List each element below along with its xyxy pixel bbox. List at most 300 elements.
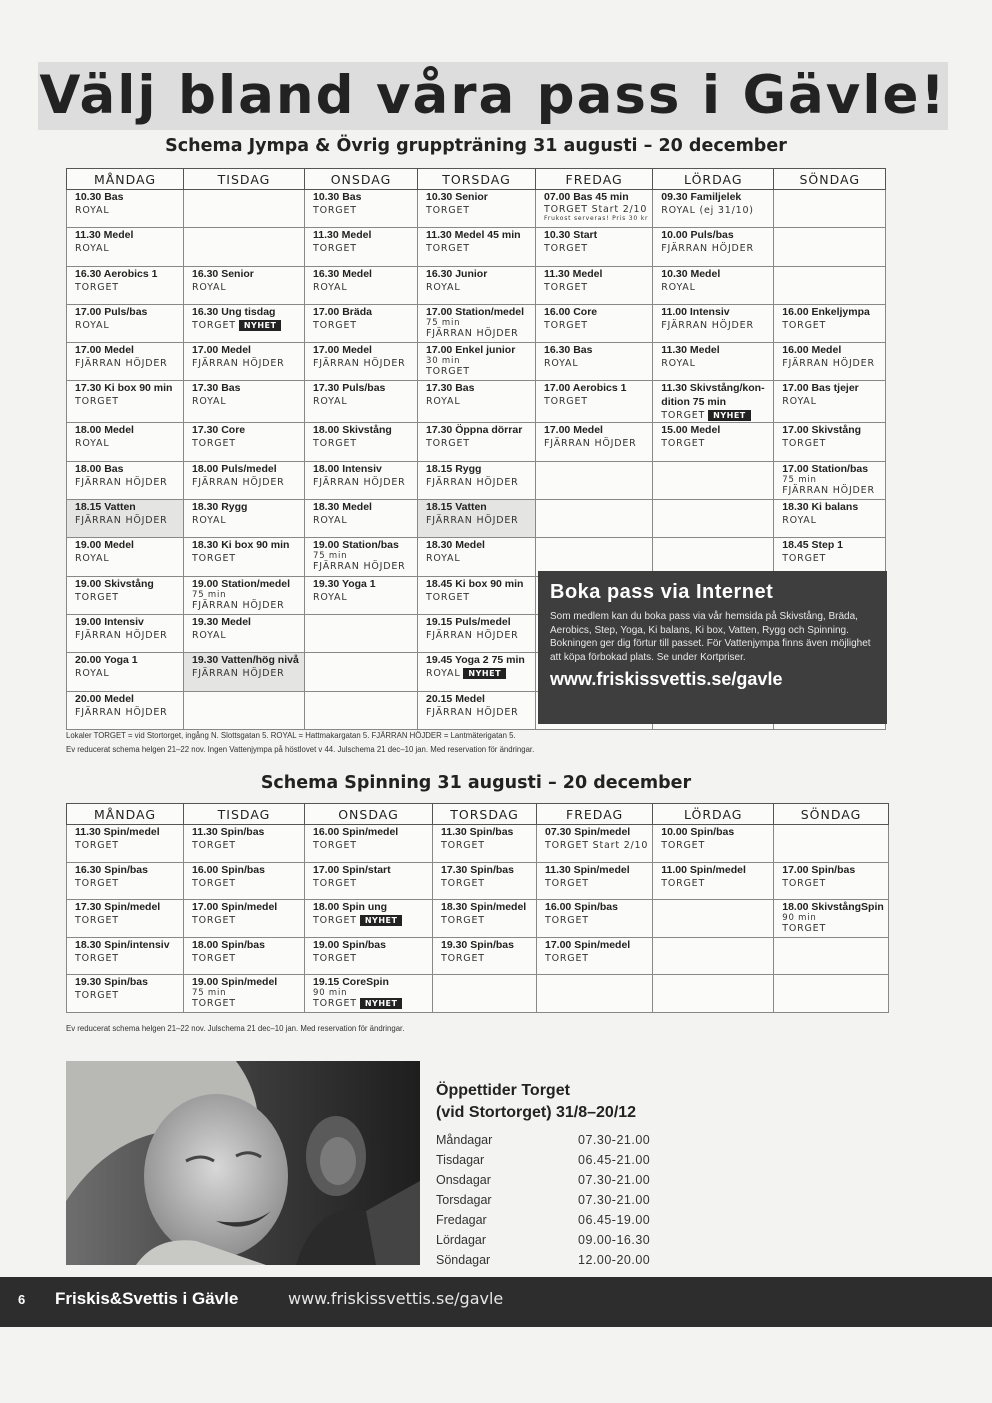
schedule-cell bbox=[418, 423, 536, 461]
opening-hours-title: Öppettider Torget bbox=[436, 1082, 570, 1099]
schedule-cell bbox=[774, 900, 889, 938]
booking-url-link[interactable]: www.friskissvettis.se/gavle bbox=[550, 669, 783, 689]
footnote: Frukost serveras! Pris 30 kr bbox=[544, 215, 649, 222]
location-text: TORGET bbox=[313, 840, 357, 851]
class-name: 10.30 Medel bbox=[661, 267, 721, 280]
class-location bbox=[75, 706, 179, 719]
class-name: 18.30 Ki box 90 min bbox=[192, 539, 290, 552]
class-location bbox=[313, 476, 413, 489]
jympa-subtitle: Schema Jympa & Övrig gruppträning 31 augusti – 20 december bbox=[165, 136, 787, 156]
class-location bbox=[661, 204, 769, 217]
class-name: 19.00 Spin/bas bbox=[313, 938, 386, 951]
class-name: 16.30 Spin/bas bbox=[75, 863, 148, 876]
location-text: TORGET bbox=[544, 319, 588, 331]
spinning-schedule-table bbox=[66, 803, 889, 1013]
location-text: ROYAL bbox=[192, 629, 227, 641]
schedule-cell bbox=[305, 900, 433, 938]
location-text: ROYAL bbox=[782, 515, 817, 527]
class-location bbox=[75, 437, 179, 450]
location-text: FJÄRRAN HÖJDER bbox=[544, 438, 637, 450]
day-header: ONSDAG bbox=[305, 169, 418, 190]
class-location bbox=[75, 242, 179, 255]
class-name: 11.00 Spin/medel bbox=[661, 863, 746, 876]
class-location bbox=[192, 357, 300, 370]
class-name: 17.00 Spin/medel bbox=[192, 901, 278, 914]
class-location bbox=[426, 706, 531, 719]
schedule-cell bbox=[536, 343, 653, 381]
class-name: 17.00 Station/medel bbox=[426, 305, 525, 318]
location-text: FJÄRRAN HÖJDER bbox=[426, 327, 519, 339]
location-text: TORGET bbox=[426, 366, 470, 378]
schedule-cell bbox=[653, 381, 774, 423]
location-text: ROYAL bbox=[313, 281, 348, 293]
schedule-cell bbox=[653, 862, 774, 900]
class-name: 17.00 Bas tjejer bbox=[782, 382, 859, 395]
class-location bbox=[192, 476, 300, 489]
location-text: ROYAL bbox=[544, 358, 579, 370]
class-name: 16.30 Ung tisdag bbox=[192, 305, 276, 318]
hours-time: 06.45-21.00 bbox=[578, 1153, 651, 1167]
class-location bbox=[75, 667, 179, 680]
class-name: 16.00 Enkeljympa bbox=[782, 305, 870, 318]
location-text: FJÄRRAN HÖJDER bbox=[426, 515, 519, 527]
schedule-cell bbox=[67, 900, 184, 938]
location-text: TORGET bbox=[426, 205, 470, 216]
schedule-cell bbox=[184, 500, 305, 538]
schedule-cell bbox=[653, 900, 774, 938]
class-location bbox=[75, 952, 179, 965]
locations-note: Lokaler TORGET = vid Stortorget, ingång N. Slottsgatan 5. ROYAL = Hattmakargatan 5. FJÄRRAN HÖJDER = Lantmäterigatan 5. bbox=[66, 731, 516, 740]
hours-row bbox=[436, 1170, 676, 1190]
page-number: 6 bbox=[18, 1292, 26, 1307]
class-location bbox=[661, 877, 769, 890]
location-text: TORGET Start 2/10 bbox=[545, 840, 649, 851]
day-header: TISDAG bbox=[184, 804, 305, 825]
new-badge: NYHET bbox=[360, 915, 403, 926]
class-name: 19.00 Medel bbox=[75, 539, 134, 552]
day-header: TORSDAG bbox=[418, 169, 536, 190]
table-row bbox=[67, 975, 889, 1013]
location-text: TORGET bbox=[426, 438, 470, 450]
class-location bbox=[313, 877, 428, 890]
schedule-cell bbox=[653, 343, 774, 381]
hours-row bbox=[436, 1150, 676, 1170]
class-name: 18.00 SkivstångSpin bbox=[782, 901, 884, 914]
location-text: TORGET bbox=[313, 952, 357, 964]
location-text: FJÄRRAN HÖJDER bbox=[313, 358, 406, 370]
class-location bbox=[426, 328, 531, 339]
location-text: TORGET bbox=[441, 915, 485, 927]
class-location bbox=[661, 281, 769, 294]
schedule-cell bbox=[418, 614, 536, 652]
location-text: ROYAL bbox=[192, 515, 227, 527]
location-text: ROYAL bbox=[75, 553, 110, 565]
class-location bbox=[192, 552, 300, 565]
location-text: TORGET bbox=[192, 952, 236, 964]
schedule-cell bbox=[774, 461, 886, 499]
schedule-cell bbox=[305, 975, 433, 1013]
schedule-cell bbox=[67, 304, 184, 342]
day-header: MÅNDAG bbox=[67, 169, 184, 190]
schedule-cell bbox=[774, 343, 886, 381]
class-name: 18.30 Ki balans bbox=[782, 501, 859, 514]
schedule-cell bbox=[418, 381, 536, 423]
location-text: FJÄRRAN HÖJDER bbox=[313, 561, 406, 573]
location-text: TORGET bbox=[545, 915, 589, 927]
location-text: FJÄRRAN HÖJDER bbox=[313, 476, 406, 488]
class-location bbox=[426, 591, 531, 604]
duration-note: 75 min bbox=[782, 474, 817, 485]
class-name: 16.30 Junior bbox=[426, 267, 488, 280]
schedule-cell bbox=[774, 937, 889, 975]
location-text: TORGET bbox=[75, 990, 119, 1002]
schedule-cell bbox=[305, 266, 418, 304]
table-row bbox=[67, 862, 889, 900]
class-name: 18.30 Spin/intensiv bbox=[75, 938, 170, 951]
class-location bbox=[75, 591, 179, 604]
day-header: MÅNDAG bbox=[67, 804, 184, 825]
class-name: 10.00 Puls/bas bbox=[661, 229, 734, 242]
schedule-cell bbox=[653, 190, 774, 228]
table-row bbox=[67, 937, 889, 975]
location-text: ROYAL bbox=[313, 515, 348, 527]
table-row bbox=[67, 500, 886, 538]
class-name: 16.30 Aerobics 1 bbox=[75, 267, 158, 280]
class-location bbox=[192, 514, 300, 527]
duration-note: 75 min bbox=[192, 589, 227, 600]
class-location bbox=[426, 242, 531, 255]
day-header: SÖNDAG bbox=[774, 169, 886, 190]
class-location bbox=[313, 591, 413, 604]
class-name: 19.00 Spin/medel bbox=[192, 976, 278, 989]
class-location bbox=[782, 514, 881, 527]
class-location bbox=[192, 998, 300, 1009]
schedule-cell bbox=[67, 614, 184, 652]
class-name: 17.30 Bas bbox=[426, 382, 475, 395]
page-title: Välj bland våra pass i Gävle! bbox=[39, 65, 947, 126]
new-badge: NYHET bbox=[708, 410, 751, 421]
location-text: ROYAL bbox=[661, 358, 696, 370]
class-location bbox=[75, 281, 179, 294]
class-name: 17.30 Öppna dörrar bbox=[426, 424, 523, 437]
class-name: 19.30 Spin/bas bbox=[441, 938, 514, 951]
class-name: 20.15 Medel bbox=[426, 692, 485, 705]
class-name: 18.30 Medel bbox=[426, 539, 485, 552]
class-location bbox=[661, 409, 769, 422]
class-location bbox=[75, 395, 179, 408]
day-header: TORSDAG bbox=[433, 804, 537, 825]
class-location bbox=[75, 476, 179, 489]
location-text: TORGET bbox=[313, 438, 357, 450]
class-name: 18.00 Spin ung bbox=[313, 901, 388, 914]
location-text: ROYAL bbox=[426, 396, 461, 408]
schedule-cell bbox=[305, 614, 418, 652]
location-text: TORGET bbox=[544, 243, 588, 255]
location-text: TORGET bbox=[313, 915, 357, 927]
class-location bbox=[192, 395, 300, 408]
class-name: 18.00 Spin/bas bbox=[192, 938, 265, 951]
class-name: 18.00 Medel bbox=[75, 424, 134, 437]
location-text: TORGET bbox=[192, 877, 236, 889]
class-location bbox=[313, 281, 413, 294]
class-name: 16.00 Medel bbox=[782, 344, 842, 357]
location-text: FJÄRRAN HÖJDER bbox=[75, 476, 168, 488]
header-row bbox=[67, 804, 889, 825]
schedule-cell bbox=[418, 653, 536, 691]
day-header: LÖRDAG bbox=[653, 804, 774, 825]
schedule-cell bbox=[536, 500, 653, 538]
table-row bbox=[67, 423, 886, 461]
class-name: 17.00 Medel bbox=[544, 424, 603, 437]
footer-url-link[interactable]: www.friskissvettis.se/gavle bbox=[288, 1289, 504, 1308]
class-location bbox=[544, 281, 648, 294]
class-name: 10.30 Start bbox=[544, 229, 598, 242]
class-location bbox=[313, 998, 428, 1009]
schedule-cell bbox=[184, 614, 305, 652]
class-name: 18.00 Intensiv bbox=[313, 462, 382, 475]
class-name: 18.45 Step 1 bbox=[782, 539, 843, 552]
table-row bbox=[67, 461, 886, 499]
schedule-cell bbox=[653, 825, 774, 863]
schedule-cell bbox=[305, 691, 418, 729]
class-name: 19.00 Station/medel bbox=[192, 577, 291, 590]
schedule-cell bbox=[67, 266, 184, 304]
class-location bbox=[544, 242, 648, 255]
schedule-cell bbox=[305, 343, 418, 381]
location-text: TORGET bbox=[661, 840, 706, 851]
class-name: 10.30 Bas bbox=[313, 191, 362, 203]
schedule-cell bbox=[536, 423, 653, 461]
schedule-cell bbox=[433, 825, 537, 863]
location-text: ROYAL bbox=[426, 553, 461, 565]
class-location bbox=[426, 366, 531, 377]
class-name: 16.00 Core bbox=[544, 305, 598, 318]
class-name: 17.00 Enkel junior bbox=[426, 344, 516, 357]
schedule-cell bbox=[653, 228, 774, 266]
hours-day: Måndagar bbox=[436, 1133, 493, 1147]
schedule-cell bbox=[305, 538, 418, 576]
class-location bbox=[313, 514, 413, 527]
schedule-cell bbox=[184, 900, 305, 938]
class-location bbox=[75, 989, 179, 1002]
day-header: LÖRDAG bbox=[653, 169, 774, 190]
schedule-cell bbox=[305, 862, 433, 900]
class-name: 19.00 Intensiv bbox=[75, 615, 144, 628]
class-location bbox=[192, 437, 300, 450]
class-name: 19.15 Puls/medel bbox=[426, 615, 511, 628]
schedule-cell bbox=[67, 461, 184, 499]
location-text: TORGET bbox=[75, 915, 119, 927]
location-text: ROYAL bbox=[313, 591, 348, 603]
class-name: 11.30 Spin/bas bbox=[192, 826, 265, 838]
schedule-cell bbox=[305, 576, 418, 614]
location-text: FJÄRRAN HÖJDER bbox=[782, 484, 875, 496]
schedule-cell bbox=[184, 461, 305, 499]
location-text: TORGET bbox=[75, 396, 119, 408]
schedule-cell bbox=[537, 825, 653, 863]
schedule-cell bbox=[184, 862, 305, 900]
hours-time: 07.30-21.00 bbox=[578, 1133, 651, 1147]
class-location bbox=[313, 437, 413, 450]
location-text: TORGET bbox=[313, 998, 357, 1010]
schedule-cell bbox=[305, 937, 433, 975]
schedule-cell bbox=[653, 304, 774, 342]
schedule-cell bbox=[305, 423, 418, 461]
schedule-cell bbox=[418, 190, 536, 228]
schedule-cell bbox=[418, 266, 536, 304]
schedule-cell bbox=[774, 825, 889, 863]
class-location bbox=[661, 319, 769, 332]
schedule-cell bbox=[305, 461, 418, 499]
class-location bbox=[441, 877, 532, 890]
class-location bbox=[545, 839, 648, 852]
location-text: ROYAL bbox=[426, 668, 461, 680]
location-text: TORGET bbox=[661, 877, 706, 889]
location-text: TORGET bbox=[782, 319, 827, 331]
class-name: 16.00 Spin/bas bbox=[545, 901, 618, 914]
class-location bbox=[544, 437, 648, 450]
location-text: TORGET bbox=[545, 877, 589, 889]
schedule-cell bbox=[305, 228, 418, 266]
class-name: 17.00 Station/bas bbox=[782, 462, 869, 475]
schedule-cell bbox=[536, 228, 653, 266]
class-location bbox=[545, 952, 648, 965]
class-name: 17.30 Bas bbox=[192, 382, 241, 395]
smiling-woman-photo bbox=[66, 1061, 420, 1265]
hours-time: 07.30-21.00 bbox=[578, 1173, 651, 1187]
location-text: TORGET bbox=[313, 319, 357, 331]
class-name: 10.30 Senior bbox=[426, 191, 488, 203]
location-text: TORGET bbox=[426, 591, 470, 603]
class-location bbox=[545, 877, 648, 890]
class-name: 19.30 Spin/bas bbox=[75, 976, 148, 989]
hours-row bbox=[436, 1130, 676, 1150]
schedule-cell bbox=[67, 343, 184, 381]
class-name: 11.30 Medel 45 min bbox=[426, 229, 521, 242]
schedule-cell bbox=[184, 576, 305, 614]
class-name: 17.30 Core bbox=[192, 424, 246, 437]
location-text: ROYAL bbox=[192, 281, 227, 293]
schedule-cell bbox=[184, 343, 305, 381]
class-location bbox=[782, 357, 881, 370]
schedule-cell bbox=[67, 975, 184, 1013]
location-text: TORGET bbox=[192, 438, 236, 450]
footer-bar bbox=[0, 1277, 992, 1327]
class-name: 17.00 Spin/medel bbox=[545, 938, 631, 951]
class-name: 15.00 Medel bbox=[661, 424, 721, 437]
hours-day: Onsdagar bbox=[436, 1173, 491, 1187]
class-name: 07.30 Spin/medel bbox=[545, 826, 631, 838]
class-location bbox=[782, 395, 881, 408]
class-location bbox=[192, 952, 300, 965]
schedule-cell bbox=[67, 937, 184, 975]
booking-text: Som medlem kan du boka pass via vår hemsida på Skivstång, Bräda, Aerobics, Step, Yoga, Ki balans, Ki box, Vatten, Rygg och Spinning. Bokningen ger dig förtur till passet. För Vattenjympa finns även möjlighet att köpa förbokad plats. Se under Kortpriser. bbox=[550, 611, 871, 663]
schedule-cell bbox=[536, 190, 653, 228]
location-text: TORGET bbox=[192, 319, 236, 331]
class-name: 11.30 Spin/medel bbox=[545, 863, 630, 876]
location-text: FJÄRRAN HÖJDER bbox=[75, 358, 168, 370]
class-location bbox=[661, 839, 769, 852]
location-text: TORGET bbox=[661, 438, 706, 450]
class-location bbox=[192, 319, 300, 332]
class-name: 19.15 CoreSpin bbox=[313, 976, 389, 989]
class-location bbox=[75, 514, 179, 527]
schedule-cell bbox=[653, 461, 774, 499]
hours-day: Tisdagar bbox=[436, 1153, 485, 1167]
class-location bbox=[426, 204, 531, 217]
class-location bbox=[782, 319, 881, 332]
class-name: 18.00 Skivstång bbox=[313, 424, 392, 437]
class-location bbox=[441, 952, 532, 965]
location-text: ROYAL bbox=[192, 396, 227, 408]
class-location bbox=[313, 319, 413, 332]
class-name: 17.00 Medel bbox=[313, 344, 372, 357]
day-header: SÖNDAG bbox=[774, 804, 889, 825]
schedule-cell bbox=[305, 500, 418, 538]
location-text: FJÄRRAN HÖJDER bbox=[426, 476, 519, 488]
class-location bbox=[782, 552, 881, 565]
schedule-cell bbox=[653, 500, 774, 538]
class-location bbox=[75, 629, 179, 642]
class-location bbox=[192, 600, 300, 611]
duration-note: 90 min bbox=[782, 913, 817, 924]
schedule-cell bbox=[433, 900, 537, 938]
class-name: 17.30 Spin/medel bbox=[75, 901, 161, 914]
class-name: 19.30 Yoga 1 bbox=[313, 577, 376, 590]
class-name: 11.30 Medel bbox=[75, 229, 134, 242]
schedule-cell bbox=[536, 381, 653, 423]
class-name: 18.15 Vatten bbox=[75, 501, 136, 514]
class-location bbox=[661, 242, 769, 255]
schedule-cell bbox=[774, 228, 886, 266]
class-name: 19.30 Medel bbox=[192, 615, 251, 628]
class-location bbox=[544, 357, 648, 370]
location-text: ROYAL bbox=[75, 438, 110, 450]
schedule-cell bbox=[418, 228, 536, 266]
day-header: FREDAG bbox=[536, 169, 653, 190]
class-name: 11.30 Medel bbox=[313, 229, 372, 242]
schedule-cell bbox=[418, 461, 536, 499]
location-text: TORGET bbox=[441, 877, 485, 889]
location-text: TORGET bbox=[75, 591, 119, 603]
class-location bbox=[75, 839, 179, 852]
schedule-cell bbox=[184, 228, 305, 266]
schedule-cell bbox=[184, 423, 305, 461]
location-text: TORGET bbox=[782, 438, 827, 450]
class-name: 16.30 Medel bbox=[313, 267, 372, 280]
location-text: FJÄRRAN HÖJDER bbox=[782, 358, 875, 370]
class-name: 17.00 Spin/bas bbox=[782, 863, 856, 876]
location-text: ROYAL bbox=[75, 319, 110, 331]
schedule-cell bbox=[653, 937, 774, 975]
location-text: TORGET bbox=[544, 396, 588, 408]
class-location bbox=[192, 839, 300, 852]
class-location bbox=[544, 395, 648, 408]
hours-row bbox=[436, 1210, 676, 1230]
class-location bbox=[192, 281, 300, 294]
class-location bbox=[441, 914, 532, 927]
schedule-cell bbox=[67, 538, 184, 576]
schedule-cell bbox=[184, 975, 305, 1013]
schedule-cell bbox=[305, 825, 433, 863]
schedule-cell bbox=[418, 304, 536, 342]
location-text: TORGET bbox=[313, 205, 357, 216]
schedule-cell bbox=[418, 538, 536, 576]
class-name: 10.00 Spin/bas bbox=[661, 826, 735, 838]
class-name: 19.45 Yoga 2 75 min bbox=[426, 654, 525, 667]
class-name: 16.30 Bas bbox=[544, 344, 593, 357]
class-name: 16.30 Senior bbox=[192, 267, 254, 280]
